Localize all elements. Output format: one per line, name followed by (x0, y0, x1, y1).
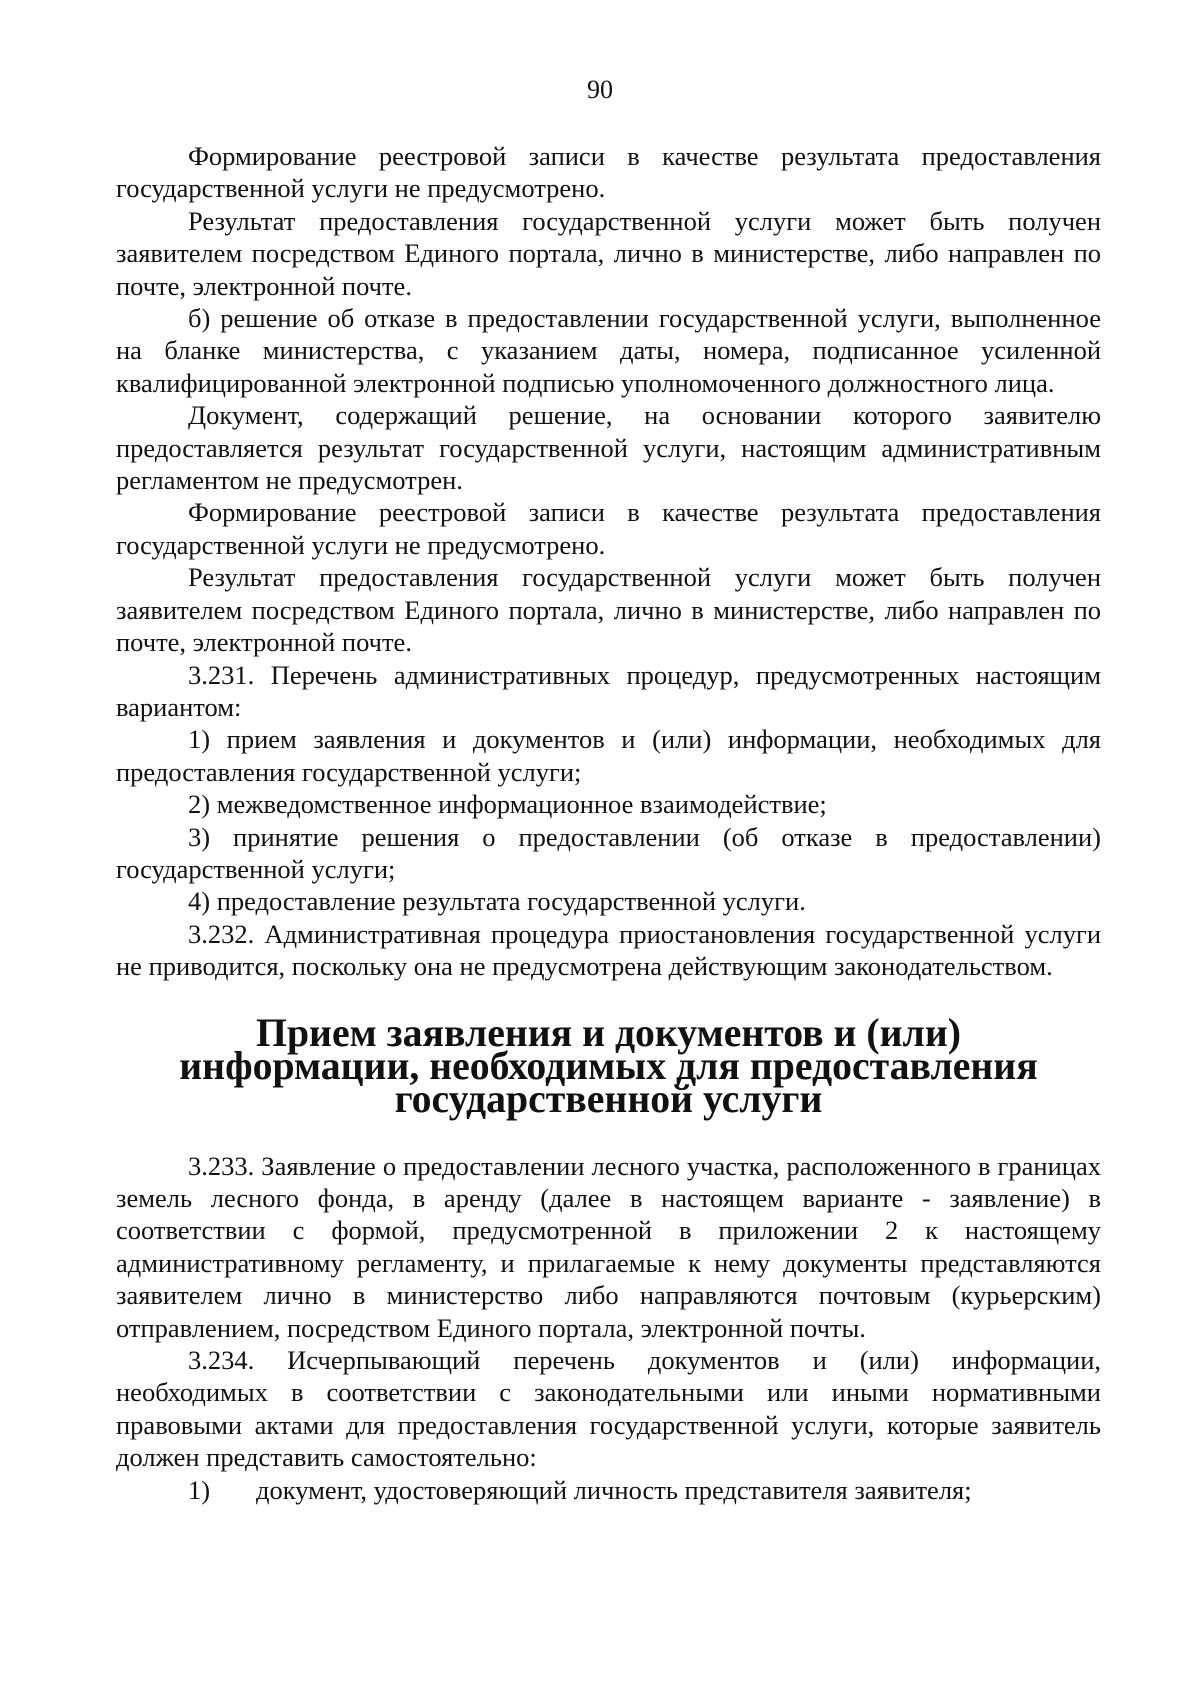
paragraph: Формирование реестровой записи в качестве результата предоставления государственной услуги не предусмотрено. (116, 141, 1101, 204)
paragraph: 3.231. Перечень административных процедур, предусмотренных настоящим вариантом: (116, 659, 1101, 722)
paragraph: 1) прием заявления и документов и (или) информации, необходимых для предоставления государственной услуги; (116, 724, 1101, 787)
paragraph: Документ, содержащий решение, на основании которого заявителю предоставляется результат государственной услуги, настоящим административным регламентом не предусмотрен. (116, 400, 1101, 496)
page-number: 90 (587, 75, 613, 104)
list-item (116, 1474, 1101, 1506)
paragraph: 4) предоставление результата государственной услуги. (188, 886, 806, 917)
paragraph: Результат предоставления государственной услуги может быть получен заявителем посредством Единого портала, лично в министерстве, либо направлен по почте, электронной почте. (116, 205, 1101, 301)
list-item-text: документ, удостоверяющий личность представителя заявителя; (256, 1474, 972, 1505)
document-body (116, 140, 1101, 1506)
paragraph: б) решение об отказе в предоставлении государственной услуги, выполненное на бланке министерства, с указанием даты, номера, подписанное усиленной квалифицированной электронной подписью уполномоченного должностного лица. (116, 303, 1101, 398)
paragraph: 3) принятие решения о предоставлении (об отказе в предоставлении) государственной услуги; (116, 821, 1101, 884)
paragraph: 2) межведомственное информационное взаимодействие; (188, 789, 827, 820)
paragraph: 3.233. Заявление о предоставлении лесного участка, расположенного в границах земель лесного фонда, в аренду (далее в настоящем варианте - заявление) в соответствии с формой, предусмотренной в приложении 2 к настоящему административному регламенту, и прилагаемые к нему документы представляются заявителем лично в министерство либо направляются почтовым (курьерским) отправлением, посредством Единого портала, электронной почты. (116, 1150, 1101, 1343)
paragraph: Результат предоставления государственной услуги может быть получен заявителем посредством Единого портала, лично в министерстве, либо направлен по почте, электронной почте. (116, 562, 1101, 658)
paragraph: 3.232. Административная процедура приостановления государственной услуги не приводится, поскольку она не предусмотрена действующим законодательством. (116, 918, 1101, 982)
list-item-number: 1) (188, 1474, 211, 1505)
paragraph: Формирование реестровой записи в качестве результата предоставления государственной услуги не предусмотрено. (116, 497, 1101, 560)
paragraph: 3.234. Исчерпывающий перечень документов и (или) информации, необходимых в соответствии с законодательными или иными нормативными правовыми актами для предоставления государственной услуги, которые заявитель должен представить самостоятельно: (116, 1345, 1101, 1473)
section-heading: Прием заявления и документов и (или) информации, необходимых для предоставления государственной услуги (179, 1010, 1038, 1121)
